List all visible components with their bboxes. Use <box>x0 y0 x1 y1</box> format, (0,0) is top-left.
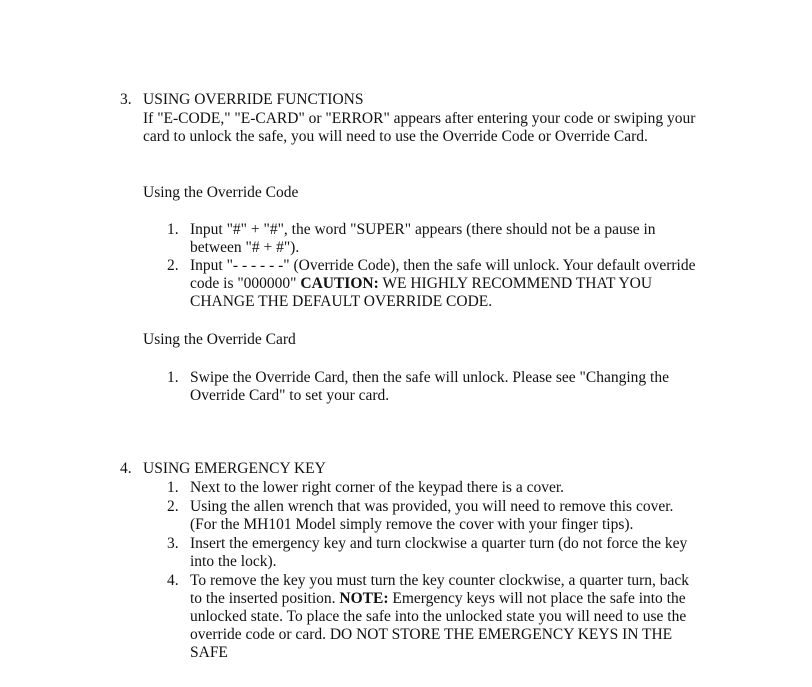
emergency-item-4-line-3: unlocked state. To place the safe into the unlocked state you will need to use the <box>190 608 687 625</box>
section-3-heading: USING OVERRIDE FUNCTIONS <box>143 91 364 108</box>
emergency-item-4-line-2 <box>190 590 686 608</box>
emergency-item-1-number: 1. <box>167 479 179 496</box>
override-code-item-1-line-1: Input "#" + "#", the word "SUPER" appears (there should not be a pause in <box>190 221 656 238</box>
emergency-item-3-line-2: into the lock). <box>190 553 277 570</box>
emergency-item-4-line-5: SAFE <box>190 644 228 661</box>
emergency-item-4-line-2-text: to the inserted position. <box>190 590 340 607</box>
section-3-number: 3. <box>120 91 132 108</box>
emergency-item-2-line-1: Using the allen wrench that was provided, you will need to remove this cover. <box>190 498 674 515</box>
emergency-item-4-number: 4. <box>167 572 179 589</box>
override-code-subheading: Using the Override Code <box>143 184 299 201</box>
caution-label: CAUTION: <box>300 275 379 292</box>
emergency-item-4-line-4: override code or card. DO NOT STORE THE EMERGENCY KEYS IN THE <box>190 626 673 643</box>
emergency-item-1-line-1: Next to the lower right corner of the keypad there is a cover. <box>190 479 565 496</box>
section-3-intro-line-2: card to unlock the safe, you will need to use the Override Code or Override Card. <box>143 128 648 145</box>
override-code-item-1-number: 1. <box>167 221 179 238</box>
note-label: NOTE: <box>339 590 389 607</box>
override-card-item-1-line-2: Override Card" to set your card. <box>190 387 390 404</box>
override-code-item-2-line-2 <box>190 275 652 293</box>
emergency-item-4-line-2-rest: Emergency keys will not place the safe into the <box>388 590 686 607</box>
section-4-number: 4. <box>120 460 132 477</box>
emergency-item-2-line-2: (For the MH101 Model simply remove the cover with your finger tips). <box>190 516 634 533</box>
emergency-item-2-number: 2. <box>167 498 179 515</box>
emergency-item-3-line-1: Insert the emergency key and turn clockwise a quarter turn (do not force the key <box>190 535 688 552</box>
override-code-item-1-line-2: between "# + #"). <box>190 239 300 256</box>
section-3-intro-line-1: If "E-CODE," "E-CARD" or "ERROR" appears after entering your code or swiping your <box>143 110 696 127</box>
emergency-item-3-number: 3. <box>167 535 179 552</box>
override-code-item-2-line-3: CHANGE THE DEFAULT OVERRIDE CODE. <box>190 293 493 310</box>
emergency-item-4-line-1: To remove the key you must turn the key counter clockwise, a quarter turn, back <box>190 572 690 589</box>
override-card-item-1-line-1: Swipe the Override Card, then the safe will unlock. Please see "Changing the <box>190 369 669 386</box>
section-4-heading: USING EMERGENCY KEY <box>143 460 326 477</box>
override-code-item-2-line-2-rest: WE HIGHLY RECOMMEND THAT YOU <box>378 275 653 292</box>
override-code-item-2-line-1: Input "- - - - - -" (Override Code), then the safe will unlock. Your default override <box>190 257 696 274</box>
override-card-subheading: Using the Override Card <box>143 331 296 348</box>
override-card-item-1-number: 1. <box>167 369 179 386</box>
override-code-item-2-number: 2. <box>167 257 179 274</box>
override-code-item-2-line-2-text: code is "000000" <box>190 275 301 292</box>
